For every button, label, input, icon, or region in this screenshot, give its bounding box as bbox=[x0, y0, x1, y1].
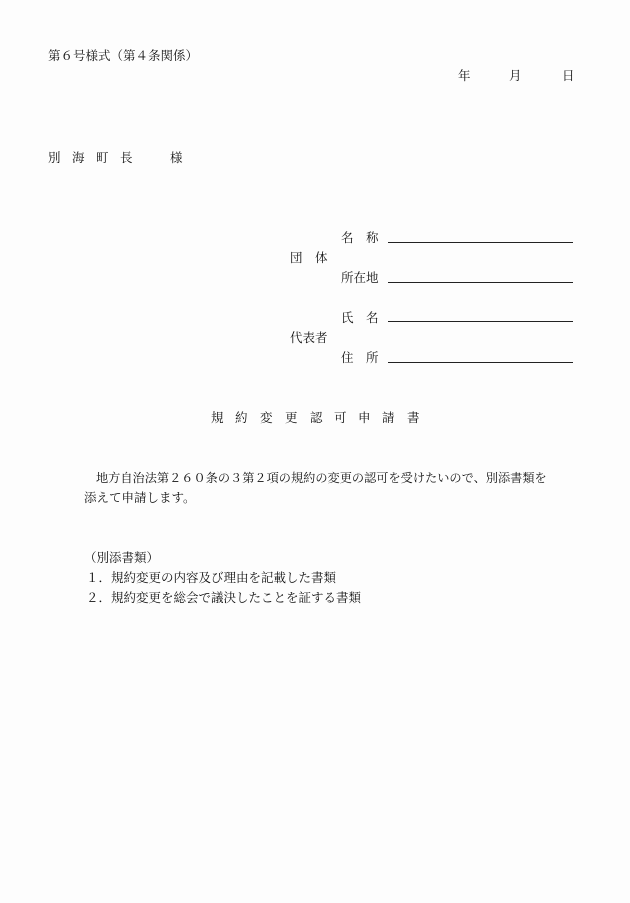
title-char: 申 bbox=[358, 410, 371, 425]
title-char: 変 bbox=[260, 410, 273, 425]
group-name-label: 名 称 bbox=[341, 230, 379, 245]
attachment-item: ２．規約変更を総会で議決したことを証する書類 bbox=[86, 590, 362, 605]
group-address-label: 所在地 bbox=[341, 270, 379, 285]
title-char: 書 bbox=[407, 410, 420, 425]
rep-name-field[interactable] bbox=[388, 321, 573, 322]
date-month: 月 bbox=[509, 68, 522, 83]
rep-label: 代表者 bbox=[290, 330, 328, 345]
body-line-2: 添えて申請します。 bbox=[84, 490, 196, 505]
form-label: 第６号様式（第４条関係） bbox=[48, 48, 199, 63]
title-char: 規 bbox=[211, 410, 224, 425]
title-char: 可 bbox=[334, 410, 347, 425]
attachments-heading: （別添書類） bbox=[84, 550, 160, 565]
date-year: 年 bbox=[458, 68, 471, 83]
addressee-char: 町 bbox=[96, 150, 109, 165]
title-char: 認 bbox=[310, 410, 323, 425]
addressee-honorific: 様 bbox=[170, 150, 183, 165]
rep-address-field[interactable] bbox=[388, 362, 573, 363]
date-day: 日 bbox=[562, 68, 575, 83]
rep-address-label: 住 所 bbox=[341, 350, 379, 365]
body-line-1: 地方自治法第２６０条の３第２項の規約の変更の認可を受けたいので、別添書類を bbox=[96, 471, 547, 485]
document-title bbox=[0, 410, 630, 426]
title-char: 更 bbox=[285, 410, 298, 425]
title-char: 約 bbox=[235, 410, 248, 425]
rep-name-label: 氏 名 bbox=[341, 310, 379, 325]
attachment-item: １．規約変更の内容及び理由を記載した書類 bbox=[86, 570, 337, 585]
date-line bbox=[0, 68, 630, 84]
addressee-char: 長 bbox=[120, 150, 133, 165]
group-name-field[interactable] bbox=[388, 242, 573, 243]
addressee-char: 別 bbox=[48, 150, 61, 165]
group-label: 団 体 bbox=[290, 250, 328, 265]
group-address-field[interactable] bbox=[388, 282, 573, 283]
title-char: 請 bbox=[382, 410, 395, 425]
addressee bbox=[0, 150, 630, 166]
addressee-char: 海 bbox=[72, 150, 85, 165]
